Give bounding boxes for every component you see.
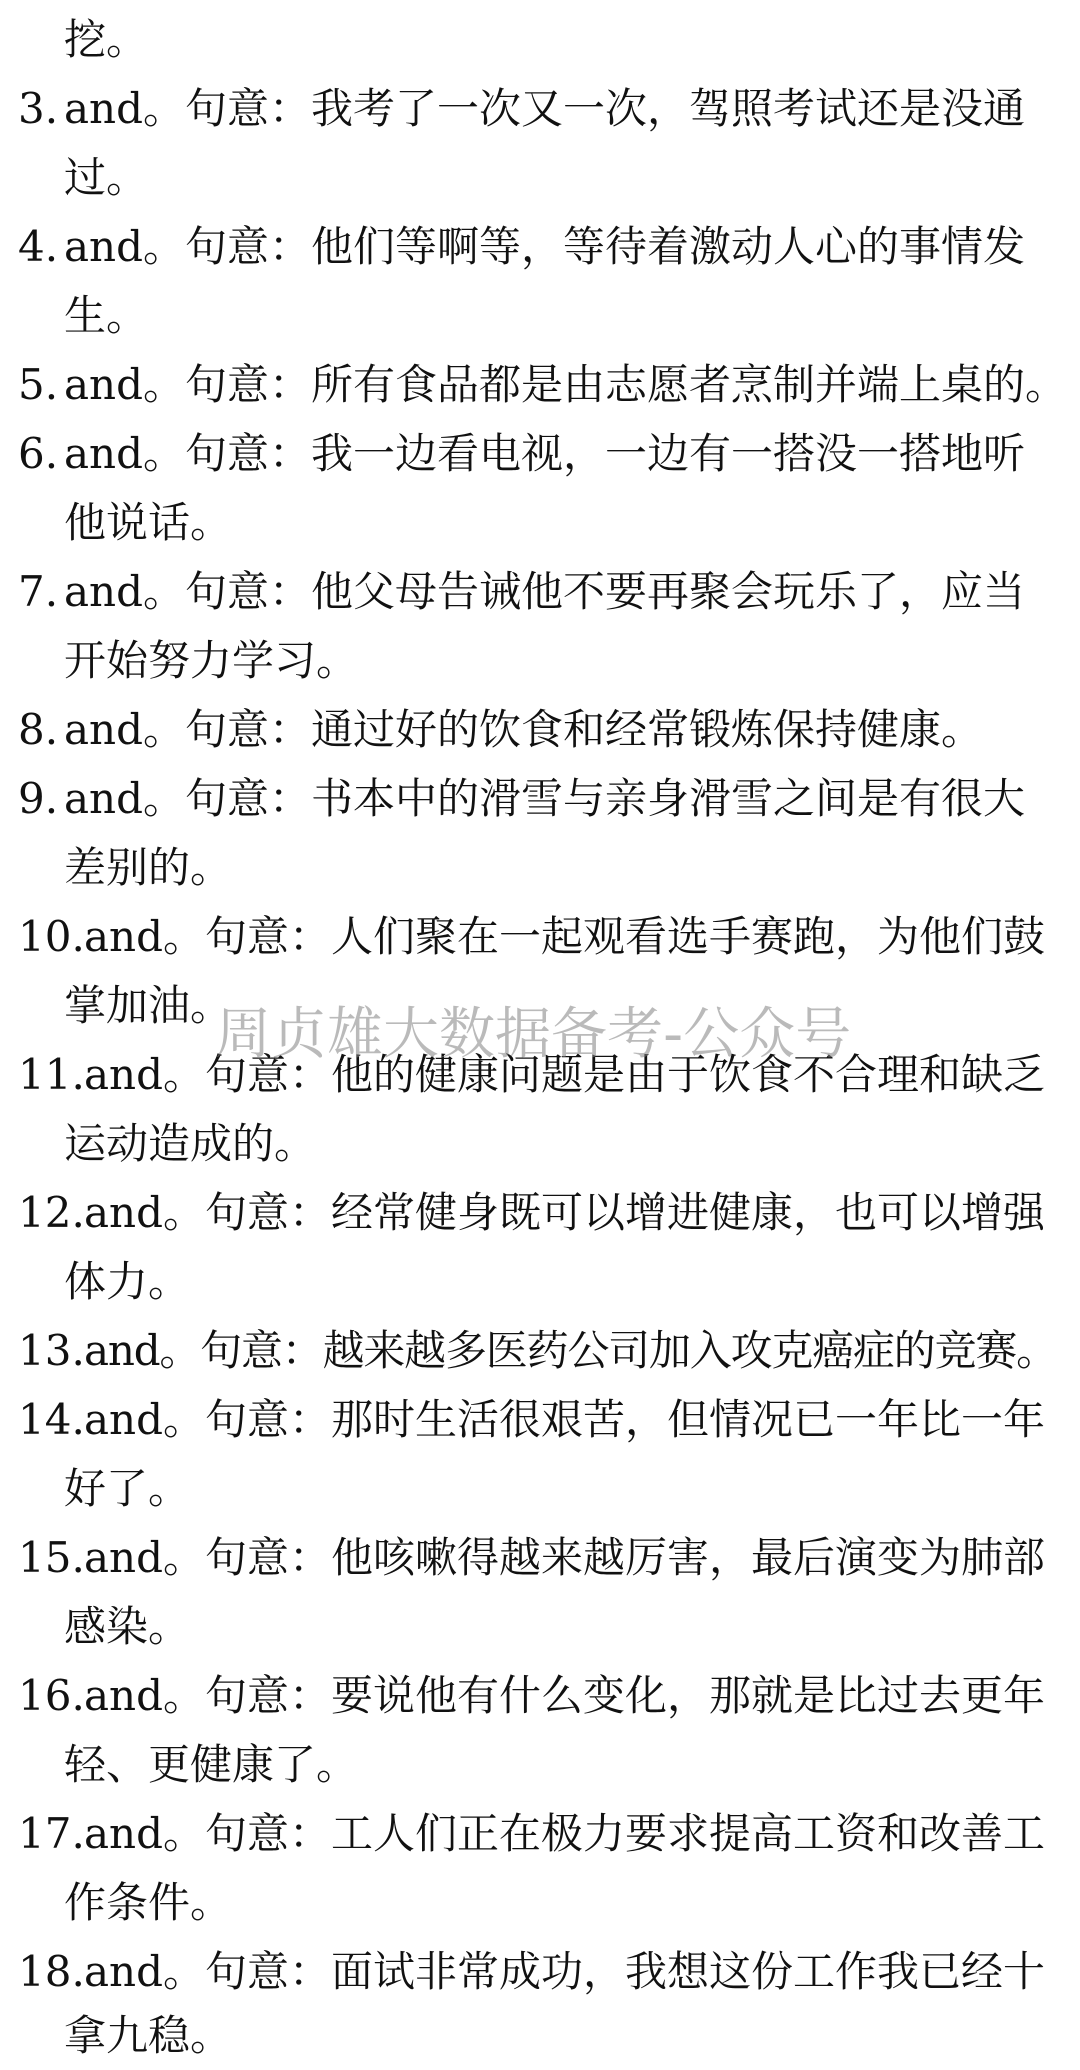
- continuation-line: [0, 488, 1080, 557]
- continuation-line: [0, 143, 1080, 212]
- line-text: 感染。: [64, 1602, 191, 1651]
- continuation-line: [0, 5, 1080, 74]
- line-text: 运动造成的。: [64, 1119, 317, 1168]
- answer-item-15: [0, 1523, 1080, 1592]
- answer-item-10: [0, 902, 1080, 971]
- item-text: and。句意：他的健康问题是由于饮食不合理和缺乏: [84, 1050, 1045, 1099]
- item-number: 8.: [18, 705, 59, 754]
- item-number: 7.: [18, 567, 59, 616]
- answer-item-4: [0, 212, 1080, 281]
- item-number: 13.: [18, 1326, 85, 1375]
- item-number: 15.: [18, 1533, 85, 1582]
- item-text: and。句意：越来越多医药公司加入攻克癌症的竞赛。: [84, 1326, 1057, 1375]
- continuation-line: [0, 1730, 1080, 1799]
- answer-item-18: [0, 1937, 1080, 2006]
- answer-item-8: [0, 695, 1080, 764]
- answer-item-17: [0, 1799, 1080, 1868]
- continuation-line: [0, 1109, 1080, 1178]
- item-number: 3.: [18, 84, 59, 133]
- item-text: and。句意：人们聚在一起观看选手赛跑，为他们鼓: [84, 912, 1045, 961]
- line-text: 过。: [64, 153, 149, 202]
- line-text: 体力。: [64, 1257, 191, 1306]
- item-text: and。句意：面试非常成功，我想这份工作我已经十: [84, 1947, 1045, 1996]
- line-text: 掌加油。: [64, 981, 233, 1030]
- item-number: 9.: [18, 774, 59, 823]
- continuation-line: [0, 1247, 1080, 1316]
- answer-item-11: [0, 1040, 1080, 1109]
- line-text: 拿九稳。: [64, 2011, 233, 2060]
- item-text: and。句意：要说他有什么变化，那就是比过去更年: [84, 1671, 1045, 1720]
- line-text: 好了。: [64, 1464, 191, 1513]
- item-text: and。句意：我考了一次又一次，驾照考试还是没通: [64, 84, 1025, 133]
- line-text: 挖。: [64, 15, 149, 64]
- item-text: and。句意：他们等啊等，等待着激动人心的事情发: [64, 222, 1025, 271]
- item-number: 11.: [18, 1050, 85, 1099]
- line-text: 生。: [64, 291, 149, 340]
- line-text: 他说话。: [64, 498, 233, 547]
- item-text: and。句意：书本中的滑雪与亲身滑雪之间是有很大: [64, 774, 1025, 823]
- item-number: 16.: [18, 1671, 85, 1720]
- item-number: 6.: [18, 429, 59, 478]
- item-text: and。句意：通过好的饮食和经常锻炼保持健康。: [64, 705, 983, 754]
- item-number: 18.: [18, 1947, 85, 1996]
- answer-item-16: [0, 1661, 1080, 1730]
- item-text: and。句意：他咳嗽得越来越厉害，最后演变为肺部: [84, 1533, 1045, 1582]
- item-text: and。句意：那时生活很艰苦，但情况已一年比一年: [84, 1395, 1045, 1444]
- continuation-line: [0, 833, 1080, 902]
- answer-item-5: [0, 350, 1080, 419]
- answer-item-3: [0, 74, 1080, 143]
- line-text: 开始努力学习。: [64, 636, 359, 685]
- item-number: 14.: [18, 1395, 85, 1444]
- continuation-line: [0, 2001, 1080, 2070]
- answer-item-6: [0, 419, 1080, 488]
- continuation-line: [0, 1868, 1080, 1937]
- watermark: 周贞雄大数据备考-公众号: [215, 1002, 852, 1067]
- item-text: and。句意：他父母告诫他不要再聚会玩乐了，应当: [64, 567, 1025, 616]
- continuation-line: [0, 626, 1080, 695]
- continuation-line: [0, 1454, 1080, 1523]
- continuation-line: [0, 1592, 1080, 1661]
- item-number: 17.: [18, 1809, 85, 1858]
- continuation-line: [0, 971, 1080, 1040]
- item-text: and。句意：经常健身既可以增进健康，也可以增强: [84, 1188, 1045, 1237]
- line-text: 轻、更健康了。: [64, 1740, 359, 1789]
- answer-item-14: [0, 1385, 1080, 1454]
- item-number: 4.: [18, 222, 59, 271]
- item-text: and。句意：工人们正在极力要求提高工资和改善工: [84, 1809, 1045, 1858]
- answer-item-13: [0, 1316, 1080, 1385]
- item-number: 12.: [18, 1188, 85, 1237]
- answer-item-7: [0, 557, 1080, 626]
- item-text: and。句意：所有食品都是由志愿者烹制并端上桌的。: [64, 360, 1067, 409]
- line-text: 作条件。: [64, 1878, 233, 1927]
- item-text: and。句意：我一边看电视，一边有一搭没一搭地听: [64, 429, 1025, 478]
- answer-item-9: [0, 764, 1080, 833]
- item-number: 5.: [18, 360, 59, 409]
- answer-item-12: [0, 1178, 1080, 1247]
- continuation-line: [0, 281, 1080, 350]
- item-number: 10.: [18, 912, 85, 961]
- line-text: 差别的。: [64, 843, 233, 892]
